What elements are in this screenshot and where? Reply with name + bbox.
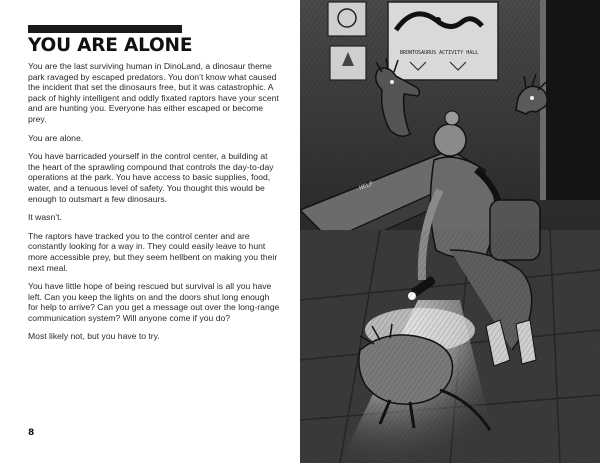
doorway <box>540 0 600 200</box>
paragraph: Most likely not, but you have to try. <box>28 331 160 342</box>
paragraph: You are alone. <box>28 132 84 143</box>
paragraph: You have little hope of being rescued but survival is all you have left. Can you keep the lights on and the doors shut long enough for help to arrive? Can you get a message out over the long-range communication system? Will anyone come if you do? <box>28 281 280 323</box>
paragraph: The raptors have tracked you to the control center and are constantly looking for a way in. They could easily leave to hunt more accessible prey, but they seem hellbent on making you their next meal. <box>28 230 278 273</box>
page-title: YOU ARE ALONE <box>28 35 193 56</box>
illustration-page <box>300 0 600 463</box>
paragraph: You have barricaded yourself in the control center, a building at the heart of the sprawling compound that controls the day-to-day operations at the park. You have access to basic supplies, food, water, and a tenuous level of safety. You thought this would be enough to outsmart a few dinosaurs. <box>28 151 274 204</box>
page-number: 8 <box>28 428 35 438</box>
paragraph: You are the last surviving human in DinoLand, a dinosaur theme park ravaged by escaped predators. You don’t know what caused the incident that set the dinosaurs free, but it was catastrophic. A pack of highly intelligent and oddly fixated raptors have your scent and are hunting you. Everyone has either escaped or become prey. <box>28 61 279 124</box>
illustration <box>300 0 600 463</box>
body-text <box>28 61 280 350</box>
dino-poster <box>388 2 498 80</box>
poster-text: BRONTOSAURUS ACTIVITY HALL <box>400 50 479 56</box>
title-rule <box>28 25 182 33</box>
floor-scrawl: HELP <box>358 180 375 192</box>
paragraph: It wasn’t. <box>28 212 62 223</box>
